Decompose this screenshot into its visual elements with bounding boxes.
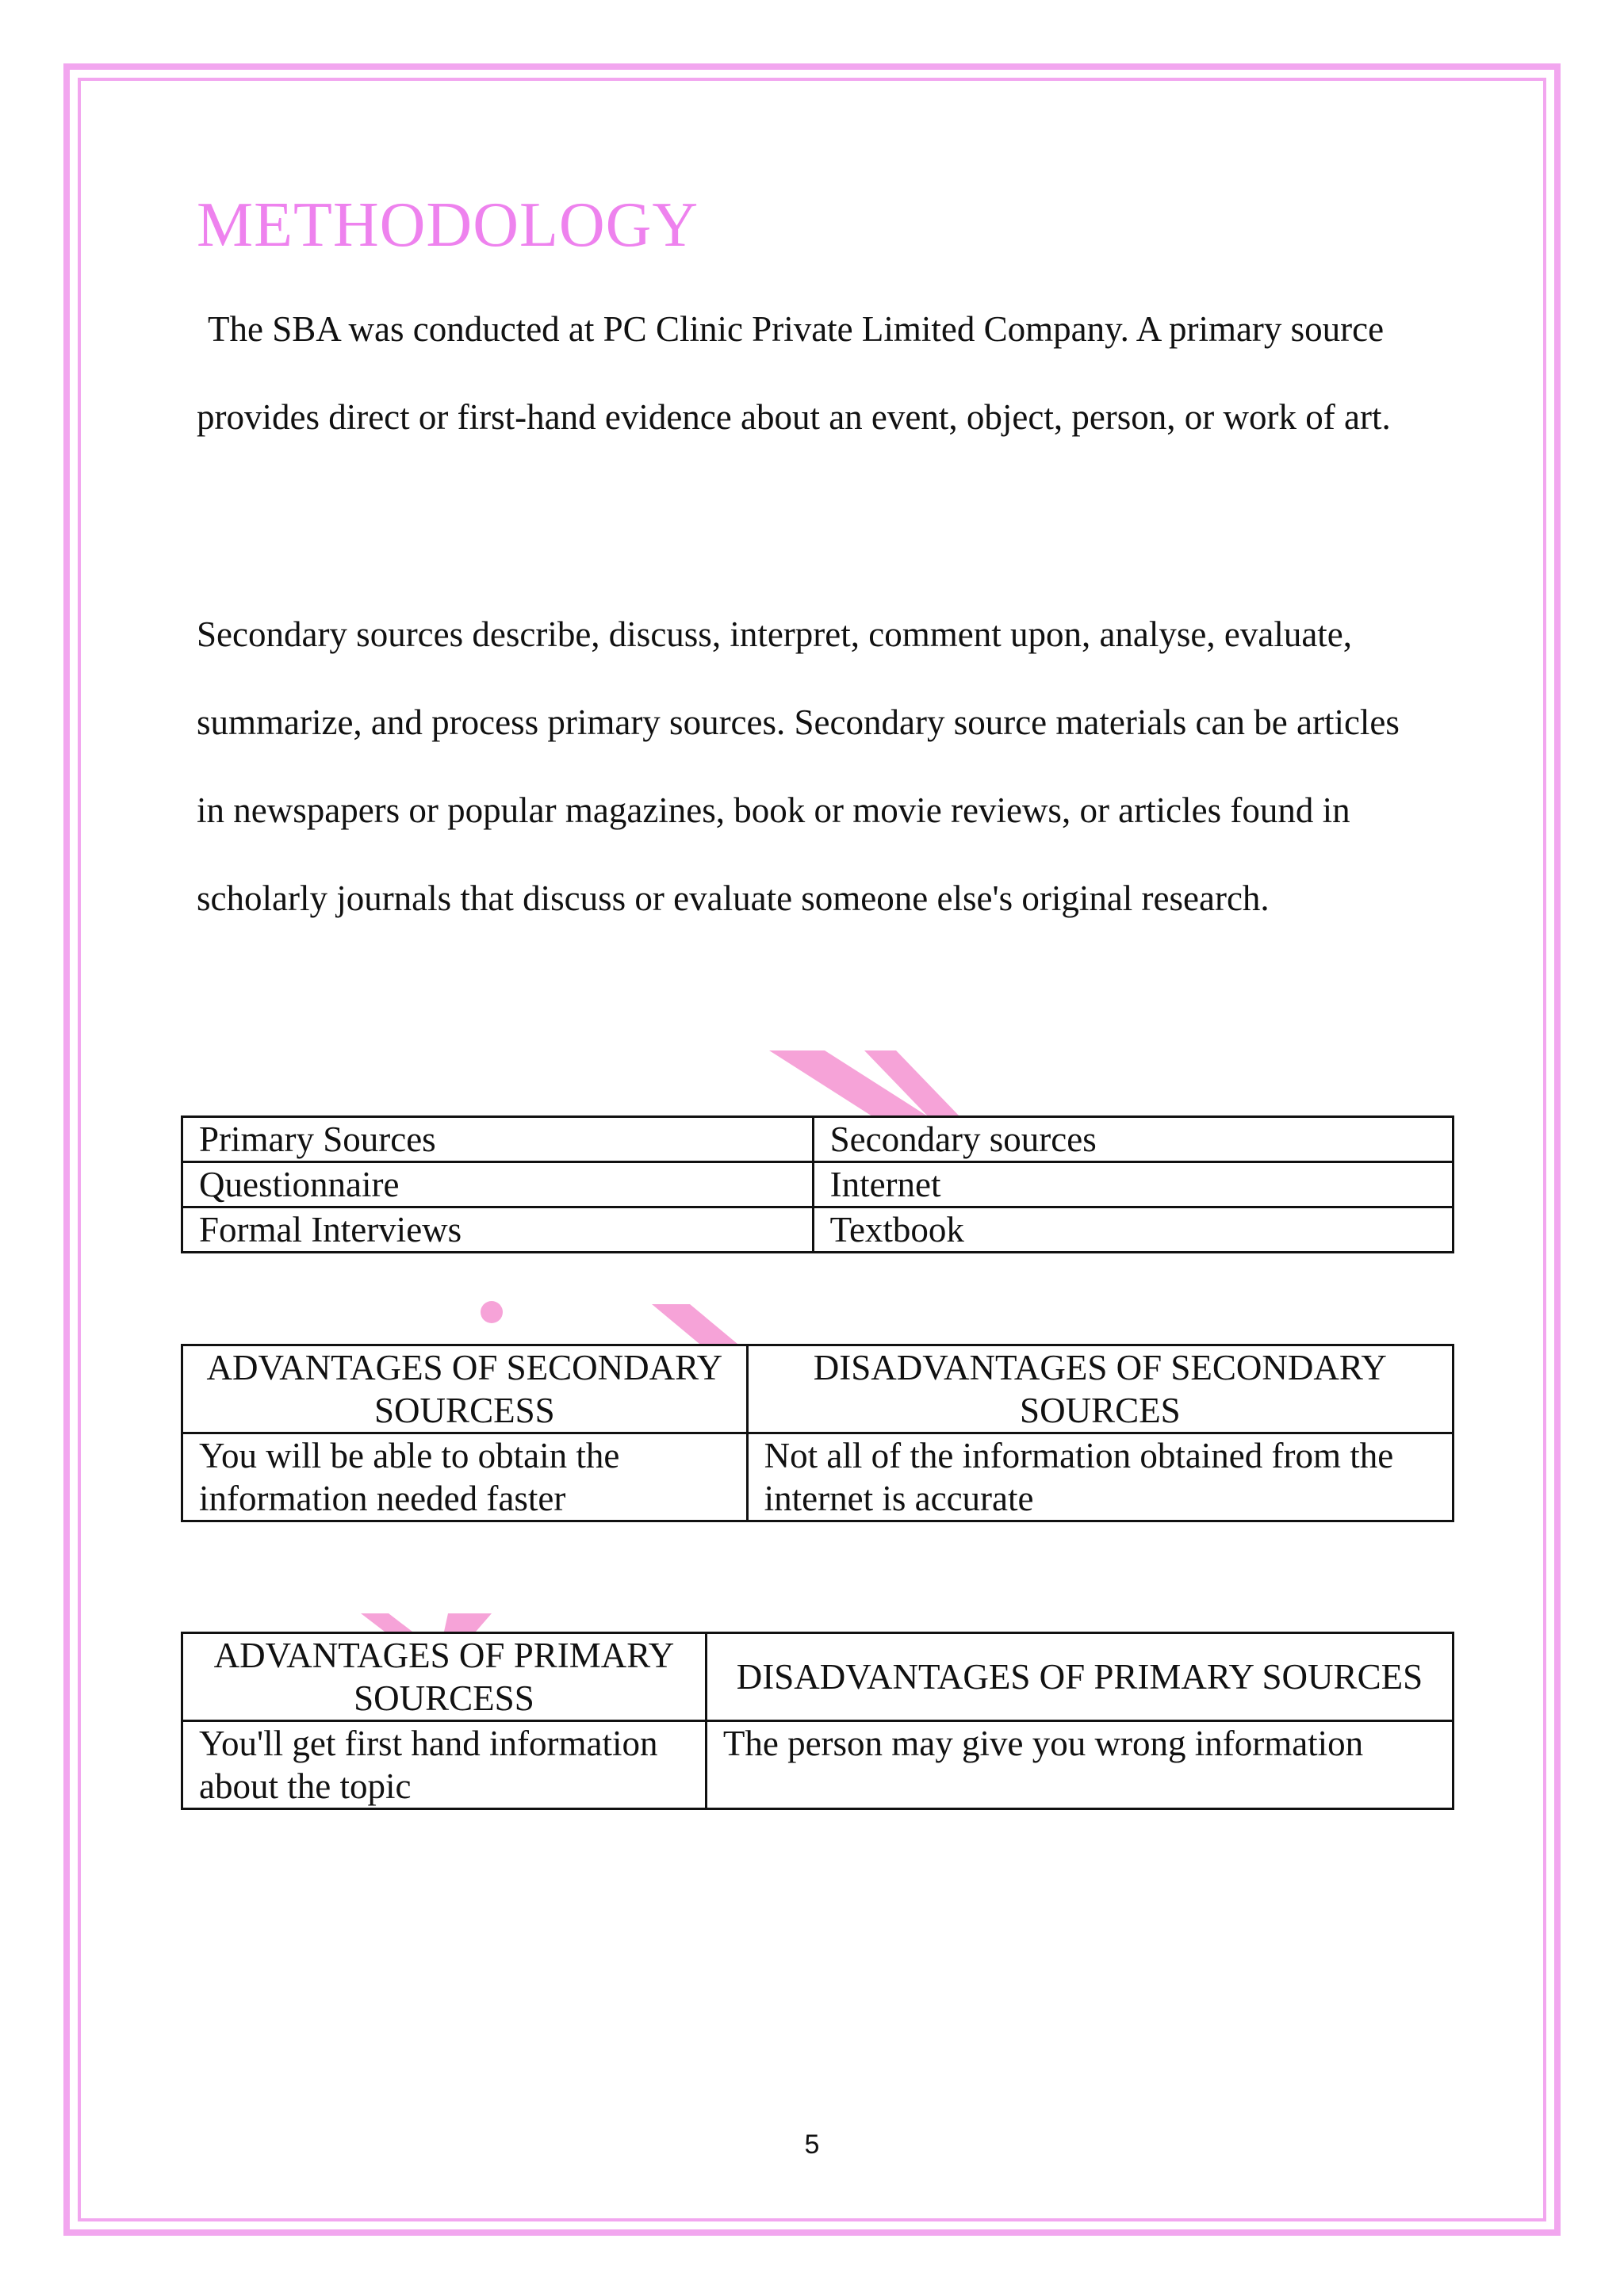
table-row — [182, 1207, 1454, 1253]
table-header-cell: ADVANTAGES OF PRIMARY SOURCESS — [182, 1633, 707, 1721]
table-header-cell: DISADVANTAGES OF PRIMARY SOURCES — [706, 1633, 1453, 1721]
table-cell: Textbook — [813, 1207, 1453, 1253]
secondary-sources-table — [181, 1344, 1454, 1522]
table-cell: You'll get first hand information about the topic — [182, 1721, 707, 1809]
page-number: 5 — [804, 2130, 820, 2160]
table-header-row — [182, 1345, 1454, 1433]
table-header-cell: Secondary sources — [813, 1117, 1453, 1162]
table-row — [182, 1162, 1454, 1207]
table-cell: You will be able to obtain the information needed faster — [182, 1433, 748, 1521]
table-header-cell: Primary Sources — [182, 1117, 814, 1162]
page-title: METHODOLOGY — [197, 190, 699, 260]
intro-paragraph: The SBA was conducted at PC Clinic Private Limited Company. A primary source provides direct or first-hand evidence about an event, object, person, or work of art. — [197, 309, 1391, 437]
sources-table — [181, 1115, 1454, 1253]
table-row — [182, 1433, 1454, 1521]
table-cell: Internet — [813, 1162, 1453, 1207]
table-header-cell: ADVANTAGES OF SECONDARY SOURCESS — [182, 1345, 748, 1433]
table-cell: Not all of the information obtained from the internet is accurate — [747, 1433, 1453, 1521]
table-row — [182, 1721, 1454, 1809]
table-cell: The person may give you wrong information — [706, 1721, 1453, 1809]
table-header-row — [182, 1117, 1454, 1162]
primary-sources-table — [181, 1632, 1454, 1810]
table-header-row — [182, 1633, 1454, 1721]
secondary-sources-paragraph: Secondary sources describe, discuss, interpret, comment upon, analyse, evaluate, summarize, and process primary sources. Secondary source materials can be articles in newspapers or popular magazines, book or movie reviews, or articles found in scholarly journals that discuss or evaluate someone else's original research. — [197, 614, 1400, 918]
table-header-cell: DISADVANTAGES OF SECONDARY SOURCES — [747, 1345, 1453, 1433]
table-cell: Questionnaire — [182, 1162, 814, 1207]
table-cell: Formal Interviews — [182, 1207, 814, 1253]
